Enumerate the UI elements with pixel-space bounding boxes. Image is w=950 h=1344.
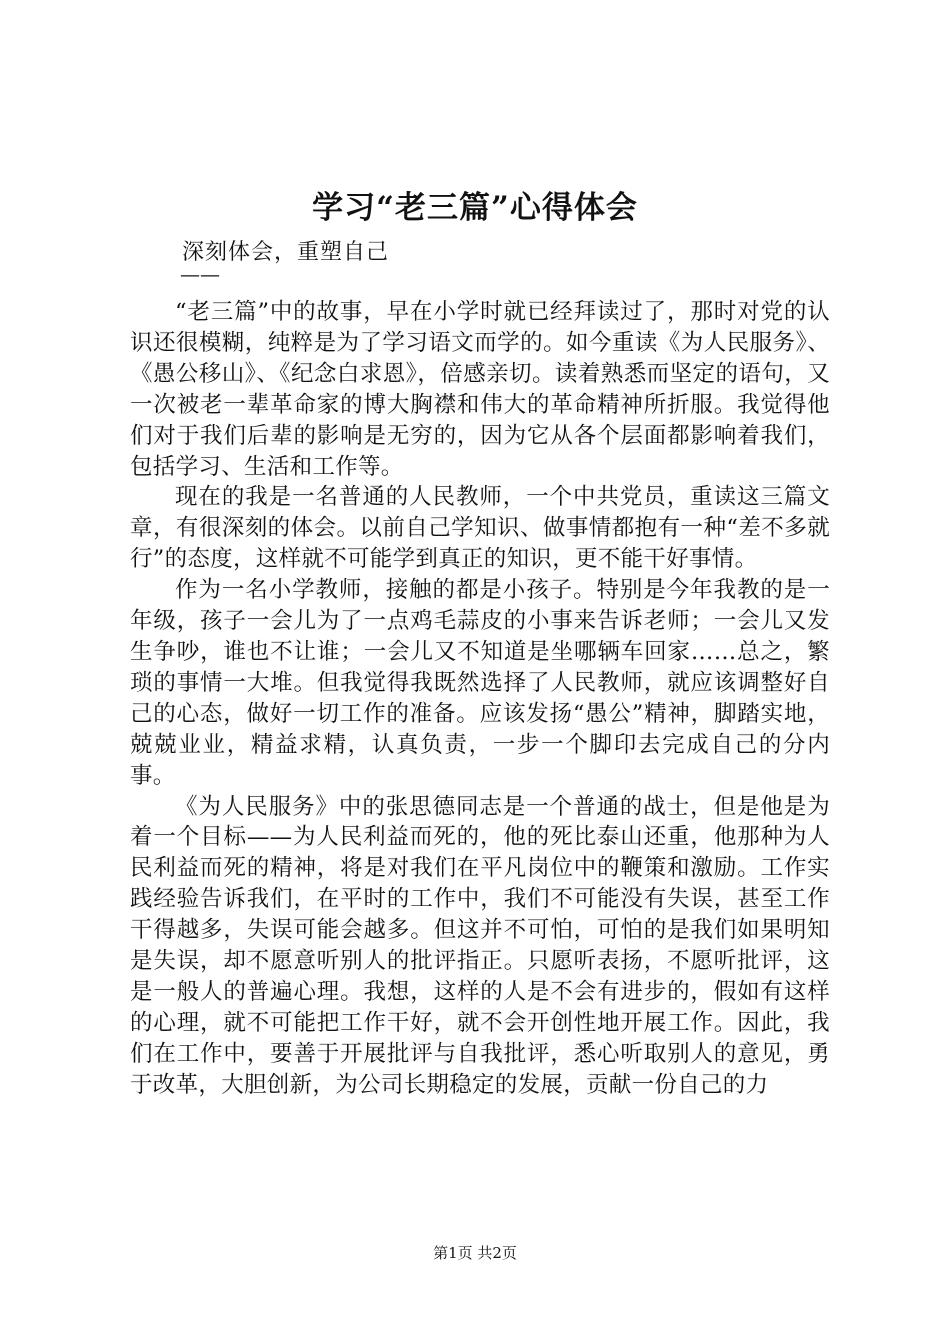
page-number-footer: 第1页 共2页 xyxy=(433,1244,517,1262)
document-subtitle: 深刻体会，重塑自己 xyxy=(182,240,390,265)
body-paragraph: 现在的我是一名普通的人民教师，一个中共党员，重读这三篇文章，有很深刻的体会。以前自己学知识、做事情都抱有一种“差不多就行”的态度，这样就不可能学到真正的知识，更不能干好事情。 xyxy=(130,484,830,573)
body-paragraph: 《为人民服务》中的张思德同志是一个普通的战士，但是他是为着一个目标——为人民利益而死的，他的死比泰山还重，他那种为人民利益而死的精神，将是对我们在平凡岗位中的鞭策和激励。工作实践经验告诉我们，在平时的工作中，我们不可能没有失误，甚至工作干得越多，失误可能会越多。但这并不可怕，可怕的是我们如果明知是失误，却不愿意听别人的批评指正。只愿听表扬，不愿听批评，这是一般人的普遍心理。我想，这样的人是不会有进步的，假如有这样的心理，就不可能把工作干好，就不会开创性地开展工作。因此，我们在工作中，要善于开展批评与自我批评，悉心听取别人的意见，勇于改革，大胆创新，为公司长期稳定的发展，贡献一份自己的力 xyxy=(130,793,830,1098)
subtitle-dash: —— xyxy=(180,262,220,286)
body-paragraph: “老三篇”中的故事，早在小学时就已经拜读过了，那时对党的认识还很模糊，纯粹是为了学习语文而学的。如今重读《为人民服务》、《愚公移山》、《纪念白求恩》，倍感亲切。读着熟悉而坚定的语句，又一次被老一辈革命家的博大胸襟和伟大的革命精神所折服。我觉得他们对于我们后辈的影响是无穷的，因为它从各个层面都影响着我们，包括学习、生活和工作等。 xyxy=(130,299,830,480)
body-paragraph: 作为一名小学教师，接触的都是小孩子。特别是今年我教的是一年级，孩子一会儿为了一点鸡毛蒜皮的小事来告诉老师；一会儿又发生争吵，谁也不让谁；一会儿又不知道是坐哪辆车回家……总之，繁琐的事情一大堆。但我觉得我既然选择了人民教师，就应该调整好自己的心态，做好一切工作的准备。应该发扬“愚公”精神，脚踏实地，兢兢业业，精益求精，认真负责，一步一个脚印去完成自己的分内事。 xyxy=(130,577,830,789)
document-body xyxy=(130,297,830,1101)
document-title: 学习“老三篇”心得体会 xyxy=(312,190,638,226)
